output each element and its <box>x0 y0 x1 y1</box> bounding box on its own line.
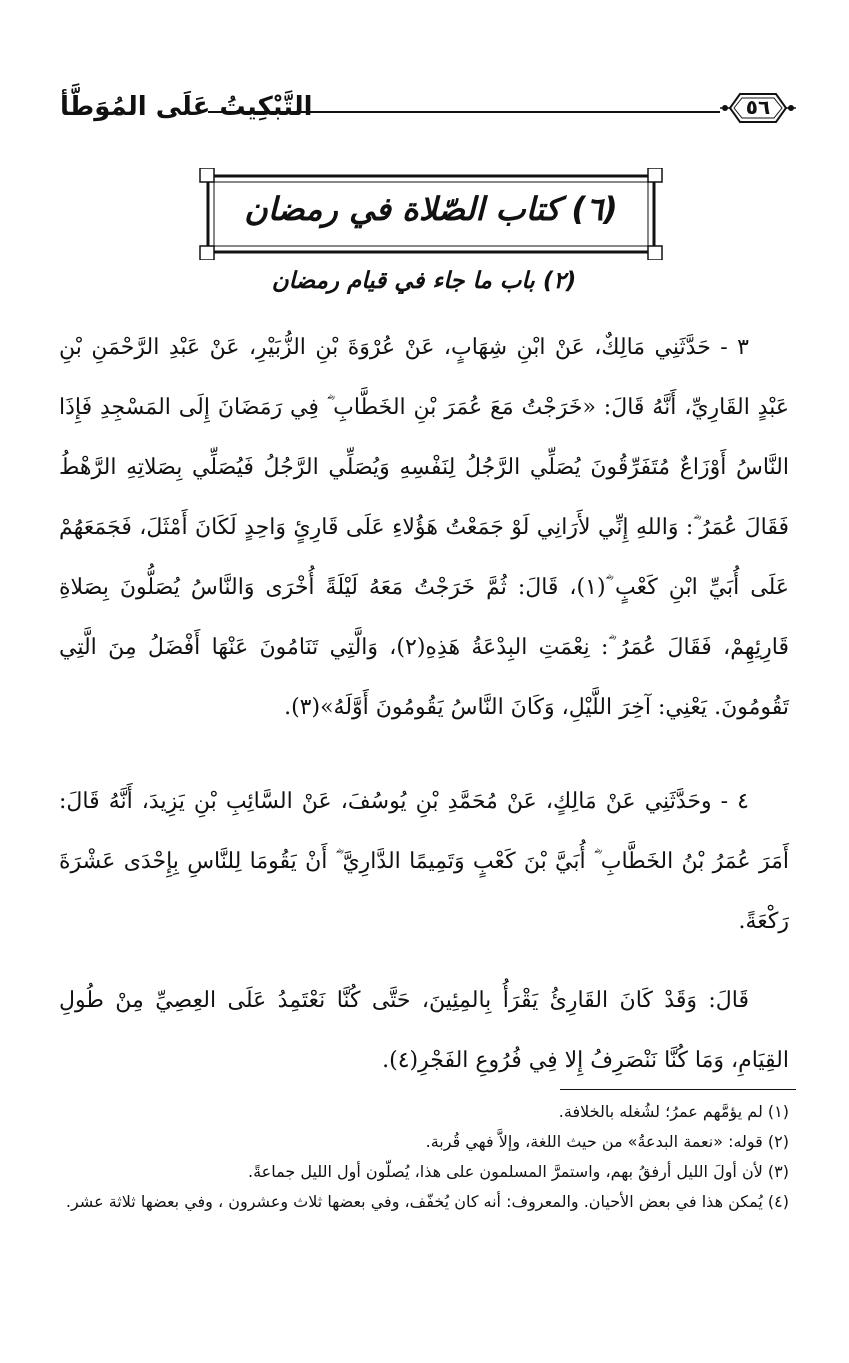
section-title: (٢) باب ما جاء في قيام رمضان <box>271 268 577 294</box>
footnote-separator <box>560 1089 796 1090</box>
footnote-1: (١) لم يؤمَّهم عمرُ؛ لشُغله بالخلافة. <box>558 1102 789 1121</box>
header-rule <box>208 111 720 113</box>
paragraph-text: ٤ - وحَدَّثَنِي عَنْ مَالِكٍ، عَنْ مُحَمَّدِ بْنِ يُوسُفَ، عَنْ السَّائِبِ بْنِ يَزِيدَ، أَنَّهُ قَالَ: أَمَرَ عُمَرُ بْنُ الخَطَّابِ ؓ أُبَيَّ بْنَ كَعْبٍ وَتَمِيمًا الدَّارِيَّ ؓ أَنْ يَقُومَا لِلنَّاسِ بِإِحْدَى عَشْرَةَ رَكْعَةً. <box>59 789 789 934</box>
footnotes <box>59 1097 789 1217</box>
hadith-paragraph-4 <box>59 772 789 952</box>
chapter-title: (٦) كتاب الصّلاة في رمضان <box>244 190 618 228</box>
page-number-ornament <box>720 88 796 128</box>
footnote-4: (٤) يُمكن هذا في بعض الأحيان. والمعروف: أنه كان يُخفّف، وفي بعضها ثلاث وعشرون ، وفي بعضها ثلاثة عشر. <box>65 1192 789 1211</box>
header-book-title: التَّبْكِيتُ عَلَى المُوَطَّأ <box>60 92 313 122</box>
footnote-3: (٣) لأن أولَ الليل أرفقُ بهم، واستمرَّ المسلمون على هذا، يُصلّون أول الليل جماعةً. <box>248 1162 789 1181</box>
narration-paragraph <box>59 971 789 1091</box>
page-number: ٥٦ <box>745 95 771 119</box>
hadith-paragraph-3 <box>59 318 789 738</box>
paragraph-text: ٣ - حَدَّثَنِي مَالِكٌ، عَنْ ابْنِ شِهَابٍ، عَنْ عُرْوَةَ بْنِ الزُّبَيْرِ، عَنْ عَبْدِ الرَّحْمَنِ بْنِ عَبْدٍ القَارِيِّ، أَنَّهُ قَالَ: «خَرَجْتُ مَعَ عُمَرَ بْنِ الخَطَّابِ ؓ فِي رَمَضَانَ إِلَى المَسْجِدِ فَإِذَا النَّاسُ أَوْزَاعٌ مُتَفَرِّقُونَ يُصَلِّي الرَّجُلُ لِنَفْسِهِ وَيُصَلِّي الرَّجُلُ فَيُصَلِّي بِصَلاتِهِ الرَّهْطُ فَقَالَ عُمَرُ ؓ: وَاللهِ إِنِّي لأَرَانِي لَوْ جَمَعْتُ هَؤُلاءِ عَلَى قَارِئٍ وَاحِدٍ لَكَانَ أَمْثَلَ، فَجَمَعَهُمْ عَلَى أُبَيِّ ابْنِ كَعْبٍ ؓ(١)، قَالَ: ثُمَّ خَرَجْتُ مَعَهُ لَيْلَةً أُخْرَى وَالنَّاسُ يُصَلُّونَ بِصَلاةِ قَارِئِهِمْ، فَقَالَ عُمَرُ ؓ: نِعْمَتِ البِدْعَةُ هَذِهِ(٢)، وَالَّتِي تَنَامُونَ عَنْهَا أَفْضَلُ مِنَ الَّتِي تَقُومُونَ. يَعْنِي: آخِرَ اللَّيْلِ، وَكَانَ النَّاسُ يَقُومُونَ أَوَّلَهُ»(٣). <box>59 335 790 720</box>
paragraph-text: قَالَ: وَقَدْ كَانَ القَارِئُ يَقْرَأُ بِالمِئِينَ، حَتَّى كُنَّا نَعْتَمِدُ عَلَى العِصِيِّ مِنْ طُولِ القِيَامِ، وَمَا كُنَّا نَنْصَرِفُ إِلا فِي فُرُوعِ الفَجْرِ(٤). <box>59 988 789 1073</box>
running-header <box>60 84 796 134</box>
chapter-title-frame <box>198 168 664 260</box>
footnote-2: (٢) قوله: «نعمة البدعةُ» من حيث اللغة، وإلاَّ فهي قُربة. <box>425 1132 789 1151</box>
